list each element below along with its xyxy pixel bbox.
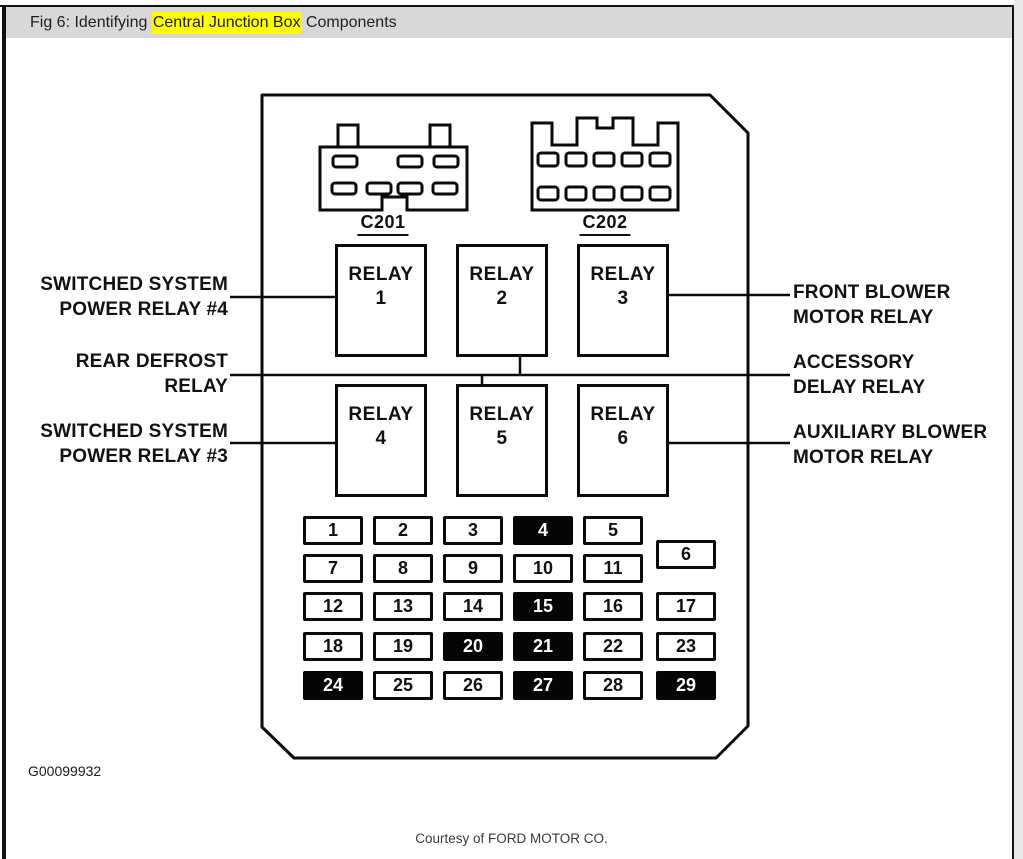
fuse-23: 23 xyxy=(656,632,716,661)
fuse-24: 24 xyxy=(303,671,363,700)
connector-pin-slot xyxy=(367,183,391,194)
connector-pin-slot xyxy=(398,183,422,194)
title-highlight: Central Junction Box xyxy=(152,12,302,34)
fuse-29: 29 xyxy=(656,671,716,700)
fuse-9: 9 xyxy=(443,554,503,583)
figure-code: G00099932 xyxy=(28,763,102,779)
connector-pin-slot xyxy=(594,153,614,166)
relay-label: RELAY xyxy=(348,404,414,425)
fuse-3: 3 xyxy=(443,516,503,545)
connector-pin-slot xyxy=(566,153,586,166)
relay-box-6 xyxy=(577,384,669,497)
callout-label-line: DELAY RELAY xyxy=(793,377,926,398)
fuse-6: 6 xyxy=(656,540,716,569)
relay-number: 4 xyxy=(375,428,387,449)
relay-number: 2 xyxy=(496,288,508,309)
connector-pin-slot xyxy=(594,187,614,200)
callout-label-switched-system-power-relay-3 xyxy=(40,419,228,469)
connector-label-c202: C202 xyxy=(579,212,630,236)
relay-box-4 xyxy=(335,384,427,497)
connector-pin-slot xyxy=(398,156,422,167)
fuse-27: 27 xyxy=(513,671,573,700)
callout-label-line: MOTOR RELAY xyxy=(793,447,934,468)
relay-box-5 xyxy=(456,384,548,497)
callout-label-line: ACCESSORY xyxy=(793,352,915,373)
callout-label-line: POWER RELAY #3 xyxy=(59,446,228,467)
fuse-16: 16 xyxy=(583,592,643,621)
fuse-13: 13 xyxy=(373,592,433,621)
connector-pin-slot xyxy=(433,183,457,194)
connector-pin-slot xyxy=(650,187,670,200)
relay-label: RELAY xyxy=(469,264,535,285)
callout-label-line: RELAY xyxy=(164,376,228,397)
fuse-10: 10 xyxy=(513,554,573,583)
callout-label-accessory-delay-relay xyxy=(793,350,925,400)
callout-label-line: FRONT BLOWER xyxy=(793,282,951,303)
fuse-14: 14 xyxy=(443,592,503,621)
relay-box-1 xyxy=(335,244,427,357)
fuse-1: 1 xyxy=(303,516,363,545)
callout-label-line: MOTOR RELAY xyxy=(793,307,934,328)
relay-box-2 xyxy=(456,244,548,357)
relay-label: RELAY xyxy=(590,404,656,425)
fuse-25: 25 xyxy=(373,671,433,700)
connector-label-c201: C201 xyxy=(357,212,408,236)
connector-pin-slot xyxy=(650,153,670,166)
fuse-8: 8 xyxy=(373,554,433,583)
courtesy-credit: Courtesy of FORD MOTOR CO. xyxy=(415,831,608,846)
fuse-20: 20 xyxy=(443,632,503,661)
relay-number: 3 xyxy=(617,288,629,309)
fuse-15: 15 xyxy=(513,592,573,621)
relay-label: RELAY xyxy=(469,404,535,425)
fuse-4: 4 xyxy=(513,516,573,545)
relay-label: RELAY xyxy=(590,264,656,285)
connector-pin-slot xyxy=(538,153,558,166)
fuse-7: 7 xyxy=(303,554,363,583)
fuse-19: 19 xyxy=(373,632,433,661)
connector-pin-slot xyxy=(538,187,558,200)
relay-box-3 xyxy=(577,244,669,357)
relay-number: 1 xyxy=(375,288,387,309)
callout-label-front-blower-motor-relay xyxy=(793,280,951,330)
connector-pin-slot xyxy=(434,156,458,167)
connector-pin-slot xyxy=(332,183,356,194)
figure-title-prefix: Fig 6: Identifying xyxy=(30,13,152,31)
fuse-28: 28 xyxy=(583,671,643,700)
connector-pin-slot xyxy=(333,156,357,167)
callout-label-switched-system-power-relay-4 xyxy=(40,272,228,322)
fuse-11: 11 xyxy=(583,554,643,583)
callout-label-line: POWER RELAY #4 xyxy=(59,299,228,320)
relay-number: 5 xyxy=(496,428,508,449)
callout-label-line: REAR DEFROST xyxy=(75,351,228,372)
fuse-18: 18 xyxy=(303,632,363,661)
relay-number: 6 xyxy=(617,428,629,449)
connector-pin-slot xyxy=(622,153,642,166)
connector-pin-slot xyxy=(566,187,586,200)
fuse-5: 5 xyxy=(583,516,643,545)
callout-label-line: AUXILIARY BLOWER xyxy=(793,422,988,443)
fuse-21: 21 xyxy=(513,632,573,661)
connector-c201-tab xyxy=(430,125,450,147)
callout-label-auxiliary-blower-motor-relay xyxy=(793,420,987,470)
relay-label: RELAY xyxy=(348,264,414,285)
connector-c201-tab xyxy=(338,125,358,147)
fuse-17: 17 xyxy=(656,592,716,621)
callout-label-line: SWITCHED SYSTEM xyxy=(40,274,228,295)
callout-label-line: SWITCHED SYSTEM xyxy=(40,421,228,442)
fuse-12: 12 xyxy=(303,592,363,621)
fuse-26: 26 xyxy=(443,671,503,700)
callout-label-rear-defrost-relay xyxy=(76,349,228,399)
figure-title-suffix: Components xyxy=(301,13,397,31)
fuse-2: 2 xyxy=(373,516,433,545)
connector-pin-slot xyxy=(622,187,642,200)
fuse-22: 22 xyxy=(583,632,643,661)
